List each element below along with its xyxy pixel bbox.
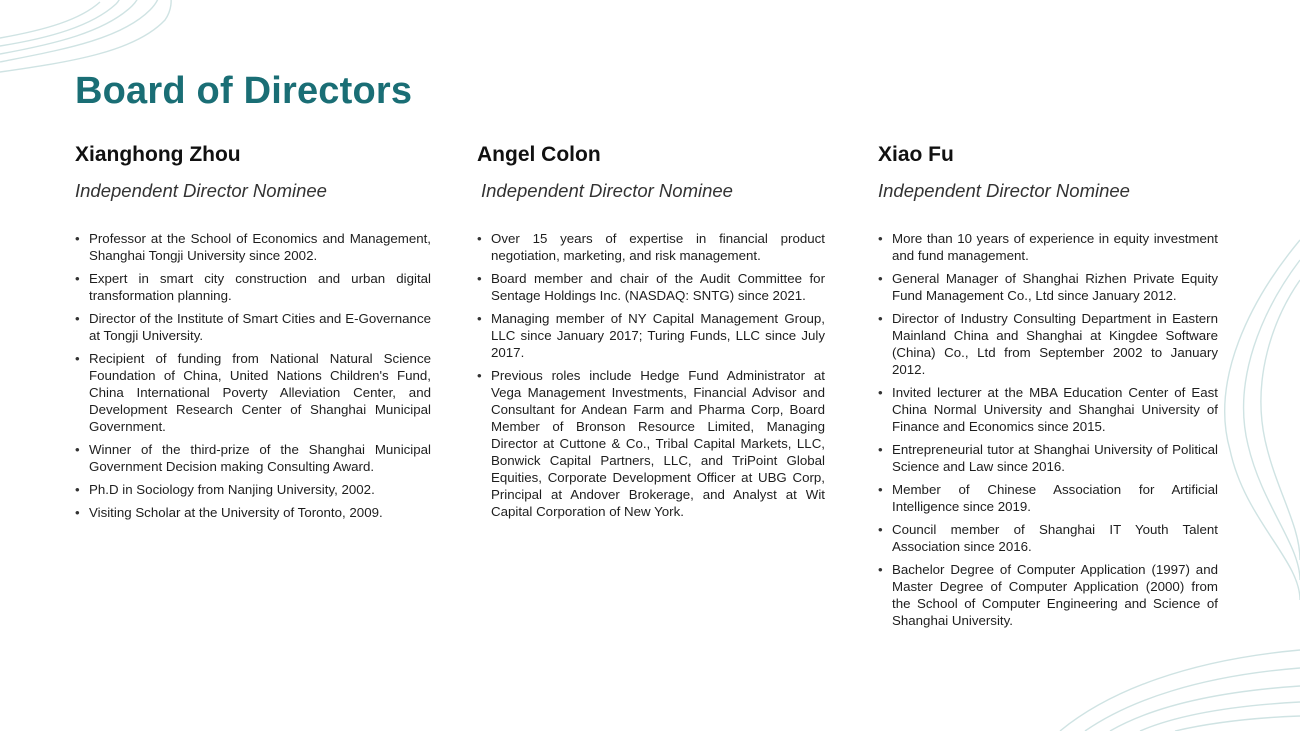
director-role: Independent Director Nominee <box>878 180 1130 201</box>
director-role: Independent Director Nominee <box>75 180 327 201</box>
director-bio-list <box>878 230 1218 635</box>
bio-bullet: • Invited lecturer at the MBA Education Center of East China Normal University and Shanghai University of Finance and Economics since 2015. <box>878 384 1218 435</box>
bio-bullet: • Winner of the third-prize of the Shanghai Municipal Government Decision making Consulting Award. <box>75 441 431 475</box>
bio-bullet: • General Manager of Shanghai Rizhen Private Equity Fund Management Co., Ltd since January 2012. <box>878 270 1218 304</box>
bio-bullet: • Visiting Scholar at the University of Toronto, 2009. <box>75 504 431 521</box>
page-title: Board of Directors <box>75 70 413 112</box>
bio-bullet: • Over 15 years of expertise in financial product negotiation, marketing, and risk management. <box>477 230 825 264</box>
bio-bullet: • Board member and chair of the Audit Committee for Sentage Holdings Inc. (NASDAQ: SNTG) since 2021. <box>477 270 825 304</box>
bio-bullet: • Expert in smart city construction and urban digital transformation planning. <box>75 270 431 304</box>
director-name: Xianghong Zhou <box>75 143 241 166</box>
bio-bullet: • Ph.D in Sociology from Nanjing University, 2002. <box>75 481 431 498</box>
bio-bullet: • More than 10 years of experience in equity investment and fund management. <box>878 230 1218 264</box>
bio-bullet: • Director of the Institute of Smart Cities and E-Governance at Tongji University. <box>75 310 431 344</box>
bio-bullet: • Director of Industry Consulting Department in Eastern Mainland China and Shanghai at Kingdee Software (China) Co., Ltd from September 2002 to January 2012. <box>878 310 1218 378</box>
bio-bullet: • Council member of Shanghai IT Youth Talent Association since 2016. <box>878 521 1218 555</box>
bio-bullet: • Managing member of NY Capital Management Group, LLC since January 2017; Turing Funds, LLC since July 2017. <box>477 310 825 361</box>
bio-bullet: • Recipient of funding from National Natural Science Foundation of China, United Nations Children's Fund, China International Poverty Alleviation Center, and Development Research Center of Shanghai Municipal Government. <box>75 350 431 435</box>
director-bio-list <box>477 230 825 526</box>
director-role: Independent Director Nominee <box>481 180 733 201</box>
bio-bullet: • Bachelor Degree of Computer Application (1997) and Master Degree of Computer Application (2000) from the School of Computer Engineering and Science of Shanghai University. <box>878 561 1218 629</box>
director-bio-list <box>75 230 431 527</box>
bio-bullet: • Professor at the School of Economics and Management, Shanghai Tongji University since 2002. <box>75 230 431 264</box>
director-name: Angel Colon <box>477 143 601 166</box>
director-card-angel-colon <box>477 140 825 519</box>
bio-bullet: • Entrepreneurial tutor at Shanghai University of Political Science and Law since 2016. <box>878 441 1218 475</box>
director-name: Xiao Fu <box>878 143 954 166</box>
bio-bullet: • Member of Chinese Association for Artificial Intelligence since 2019. <box>878 481 1218 515</box>
bio-bullet: • Previous roles include Hedge Fund Administrator at Vega Management Investments, Financial Advisor and Consultant for Andean Farm and Pharma Corp, Board Member of Bronson Resource Limited, Managing Director at Cuttone & Co., Tribal Capital Markets, LLC, Bonwick Capital Partners, LLC, and TriPoint Global Equities, Corporate Development Officer at UBG Corp, Principal at Andover Brokerage, and Analyst at Wit Capital Corporation of New York. <box>477 367 825 520</box>
director-card-xiao-fu <box>878 140 1218 628</box>
director-card-xianghong-zhou <box>75 140 431 520</box>
